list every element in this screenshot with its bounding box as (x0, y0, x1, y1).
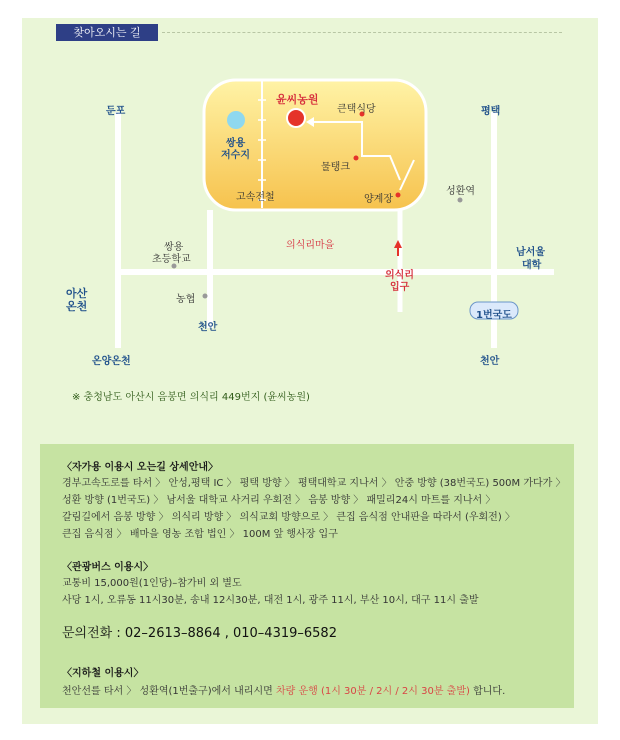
label-yanggyejang: 양계장 (364, 194, 393, 205)
label-national-road-1: 1번국도 (476, 310, 512, 321)
label-cheonan-right: 천안 (480, 356, 500, 367)
label-farm: 윤씨농원 (276, 93, 319, 106)
label-kuntaek-restaurant: 큰택식당 (337, 104, 376, 115)
label-pyeongtaek: 평택 (481, 106, 501, 117)
subway-prefix: 천안선를 타서 〉 성환역(1번출구)에서 내리시면 (62, 686, 276, 697)
label-namseoul-line2: 대학 (522, 260, 542, 271)
subway-title: 〈지하철 이용시〉 (62, 668, 144, 679)
label-school-line1: 쌍용 (164, 242, 184, 253)
label-asan-line2: 온천 (66, 300, 88, 313)
label-reservoir-line2: 저수지 (221, 150, 250, 161)
label-uisik-village: 의식리마을 (286, 240, 335, 251)
reservoir-marker (227, 111, 245, 129)
bus-line-2: 사당 1시, 오류동 11시30분, 송내 12시30분, 대전 1시, 광주 11시, 부산 10시, 대구 11시 출발 (62, 595, 479, 606)
label-nonghyeop: 농협 (176, 294, 196, 305)
farm-address: ※ 충청남도 아산시 음봉면 의식리 449번지 (윤씨농원) (72, 392, 310, 403)
label-highway-rail: 고속전철 (236, 192, 275, 203)
directions-box (40, 444, 574, 708)
car-directions-line-4: 큰집 음식점 〉 배마을 영농 조합 법인 〉 100M 앞 행사장 입구 (62, 529, 338, 540)
label-reservoir-line1: 쌍용 (226, 138, 246, 149)
label-dunpo: 둔포 (106, 106, 126, 117)
label-seonghwan-station: 성환역 (446, 186, 475, 197)
bus-line-1: 교통비 15,000원(1인당)–참가비 외 별도 (62, 578, 242, 589)
subway-line (62, 682, 505, 697)
label-water-tank: 물탱크 (321, 162, 350, 173)
car-directions-title: 〈자가용 이용시 오는길 상세안내〉 (62, 462, 219, 473)
subway-suffix: 합니다. (469, 686, 506, 697)
label-namseoul-line1: 남서울 (516, 247, 545, 258)
title-divider (162, 32, 562, 33)
farm-marker (287, 109, 305, 127)
label-onyang-oncheon: 온양온천 (92, 356, 131, 367)
label-school-line2: 초등학교 (152, 254, 191, 265)
subway-shuttle-schedule: 차량 운행 (1시 30분 / 2시 / 2시 30분 출발) (275, 686, 470, 697)
label-cheonan-left: 천안 (198, 322, 218, 333)
car-directions-line-1: 경부고속도로를 타서 〉 안성,평택 IC 〉 평택 방향 〉 평택대학교 지나서 〉 안중 방향 (38번국도) 500M 가다가 〉 (62, 478, 566, 489)
label-uisik-entrance-line1: 의식리 (385, 270, 414, 281)
page-title: 찾아오시는 길 (56, 24, 158, 41)
phone-contact: 문의전화 : 02–2613–8864 , 010–4319–6582 (62, 626, 337, 641)
label-uisik-entrance-line2: 입구 (390, 282, 410, 293)
car-directions-line-3: 갈림길에서 음봉 방향 〉 의식리 방향 〉 의식교회 방향으로 〉 큰집 음식점 안내판을 따라서 (우회전) 〉 (62, 512, 515, 523)
car-directions-line-2: 성환 방향 (1번국도) 〉 남서울 대학교 사거리 우회전 〉 음봉 방향 〉 패밀리24시 마트를 지나서 〉 (62, 495, 496, 506)
bus-title: 〈관광버스 이용시〉 (62, 562, 154, 573)
location-map (22, 60, 598, 380)
label-asan-line1: 아산 (66, 287, 88, 300)
